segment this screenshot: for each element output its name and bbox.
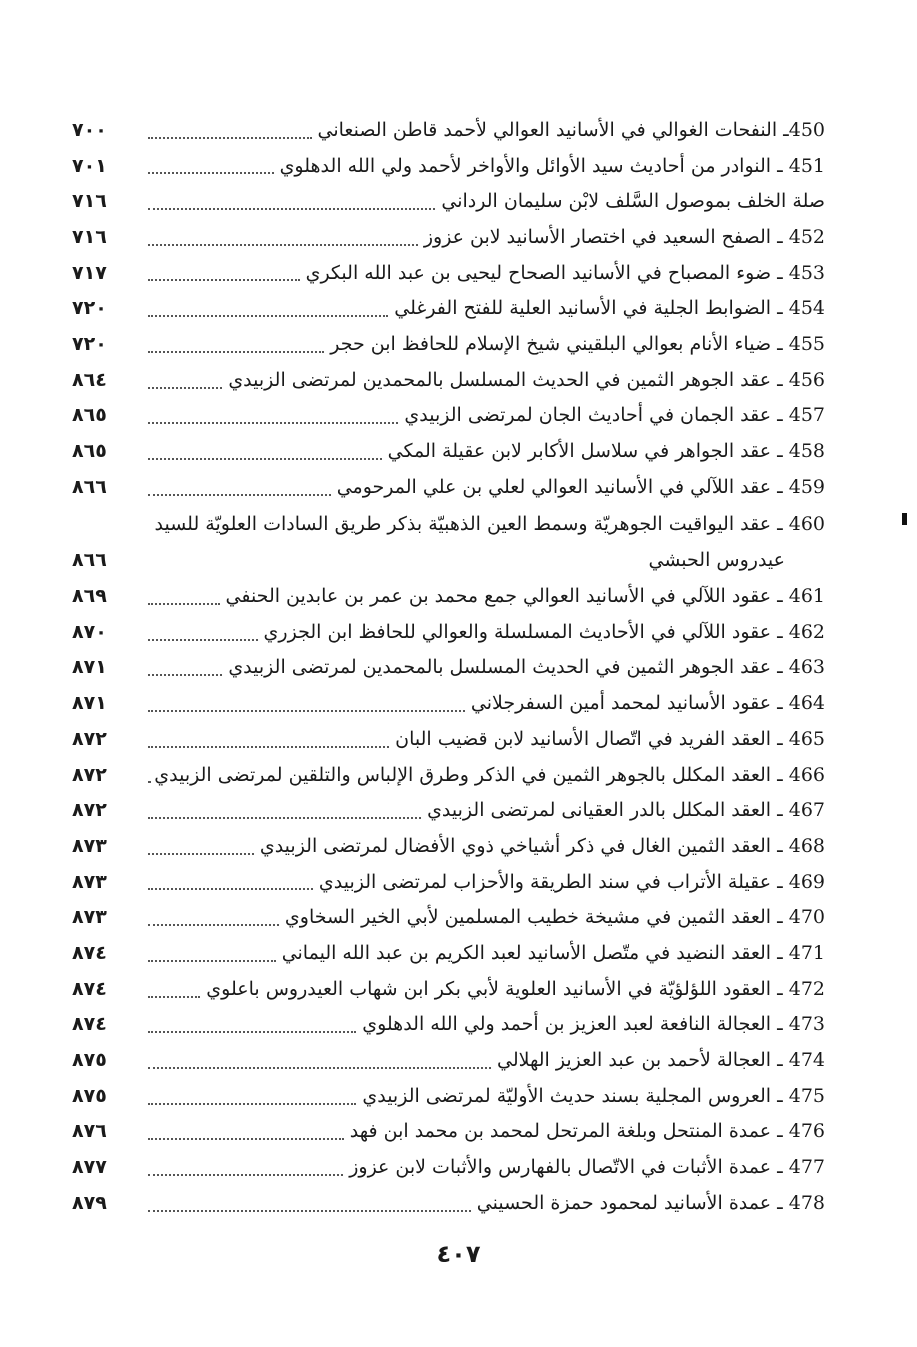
toc-entry	[72, 1078, 825, 1114]
entry-title: 456 ـ عقد الجوهر الثمين في الحديث المسلسل بالمحمدين لمرتضى الزبيدي	[228, 368, 825, 391]
entry-title: 469 ـ عقيلة الأتراب في سند الطريقة والأحزاب لمرتضى الزبيدي	[318, 870, 825, 893]
dot-leader	[148, 208, 435, 210]
entry-page-number: ٧٢٠	[72, 297, 107, 320]
dot-leader	[148, 924, 279, 926]
dot-leader	[148, 1174, 343, 1176]
entry-page-number: ٨٧٣	[72, 870, 107, 893]
dot-leader	[148, 817, 421, 819]
dot-leader	[148, 244, 418, 246]
entry-page-number: ٨٦٥	[72, 404, 107, 427]
entry-page-number: ٨٦٦	[72, 475, 107, 498]
dot-leader	[148, 674, 222, 676]
entry-title: 471 ـ العقد النضيد في متّصل الأسانيد لعبد الكريم بن عبد الله اليماني	[281, 941, 825, 964]
toc-entry	[72, 362, 825, 398]
entry-page-number: ٨٦٦	[72, 549, 107, 572]
entry-title: صلة الخلف بموصول السَّلف لابْن سليمان الرداني	[441, 190, 825, 213]
entry-title: 463 ـ عقد الجوهر الثمين في الحديث المسلسل بالمحمدين لمرتضى الزبيدي	[228, 656, 825, 679]
entry-title: 455 ـ ضياء الأنام بعوالي البلقيني شيخ الإسلام للحافظ ابن حجر	[330, 332, 825, 355]
entry-page-number: ٨٧٤	[72, 1013, 107, 1036]
entry-page-number: ٨٧١	[72, 656, 107, 679]
toc-entry	[72, 685, 825, 721]
entry-title: 464 ـ عقود الأسانيد لمحمد أمين السفرجلاني	[470, 692, 825, 715]
dot-leader	[148, 1067, 491, 1069]
entry-title: 476 ـ عمدة المنتحل وبلغة المرتحل لمحمد بن محمد ابن فهد	[349, 1120, 825, 1143]
dot-leader	[148, 710, 465, 712]
entry-page-number: ٨٧٢	[72, 727, 107, 750]
toc-entry	[72, 1042, 825, 1078]
entry-title: 475 ـ العروس المجلية بسند حديث الأوليّة لمرتضى الزبيدي	[362, 1084, 825, 1107]
dot-leader	[148, 422, 398, 424]
dot-leader	[148, 494, 331, 496]
entry-page-number: ٧٢٠	[72, 332, 107, 355]
entry-title: 453 ـ ضوء المصباح في الأسانيد الصحاح ليحيى بن عبد الله البكري	[305, 261, 825, 284]
dot-leader	[148, 1031, 356, 1033]
entry-title: 466 ـ العقد المكلل بالجوهر الثمين في الذكر وطرق الإلباس والتلقين لمرتضى الزبيدي	[154, 763, 825, 786]
entry-page-number: ٨٧٠	[72, 620, 107, 643]
entry-page-number: ٨٧٤	[72, 977, 107, 1000]
dot-leader	[148, 603, 220, 605]
toc-entry	[72, 255, 825, 291]
toc-entry	[72, 650, 825, 686]
toc-entry	[72, 935, 825, 971]
entry-page-number: ٨٧٣	[72, 906, 107, 929]
entry-title: 472 ـ العقود اللؤلؤيّة في الأسانيد العلوية لأبي بكر ابن شهاب العيدروس باعلوي	[206, 977, 825, 1000]
entry-title: 450ـ النفحات الغوالي في الأسانيد العوالي لأحمد قاطن الصنعاني	[317, 118, 825, 141]
entry-page-number: ٨٧٢	[72, 799, 107, 822]
dot-leader	[148, 1138, 344, 1140]
margin-mark	[902, 513, 907, 525]
entry-page-number: ٨٧٤	[72, 941, 107, 964]
dot-leader	[148, 137, 312, 139]
toc-entry	[72, 326, 825, 362]
toc-entry	[72, 505, 825, 579]
entry-title: 478 ـ عمدة الأسانيد لمحمود حمزة الحسيني	[476, 1191, 825, 1214]
entry-page-number: ٨٧٦	[72, 1120, 107, 1143]
toc-entry	[72, 971, 825, 1007]
entry-page-number: ٨٧٩	[72, 1191, 107, 1214]
toc-entry	[72, 398, 825, 434]
page-number: ٤٠٧	[436, 1240, 481, 1268]
dot-leader	[148, 996, 200, 998]
toc-entry	[72, 183, 825, 219]
dot-leader	[148, 960, 276, 962]
dot-leader	[148, 1210, 471, 1212]
entry-title: 468 ـ العقد الثمين الغال في ذكر أشياخي ذوي الأفضال لمرتضى الزبيدي	[259, 834, 825, 857]
dot-leader	[148, 1103, 356, 1105]
dot-leader	[148, 172, 274, 174]
dot-leader	[148, 853, 254, 855]
toc-entry	[72, 219, 825, 255]
entry-page-number: ٨٦٤	[72, 368, 107, 391]
entry-page-number: ٨٦٥	[72, 440, 107, 463]
entry-page-number: ٨٧٣	[72, 834, 107, 857]
toc-entry	[72, 828, 825, 864]
toc-entry	[72, 614, 825, 650]
dot-leader	[148, 458, 382, 460]
dot-leader	[148, 315, 388, 317]
toc-entry	[72, 721, 825, 757]
entry-title: 452 ـ الصفح السعيد في اختصار الأسانيد لابن عزوز	[423, 225, 825, 248]
entry-title: 465 ـ العقد الفريد في اتّصال الأسانيد لابن قضيب البان	[395, 727, 825, 750]
toc-entry	[72, 148, 825, 184]
entry-title: 459 ـ عقد اللآلي في الأسانيد العوالي لعلي بن علي المرحومي	[336, 475, 825, 498]
entry-page-number: ٧١٦	[72, 190, 107, 213]
toc-entry	[72, 433, 825, 469]
table-of-contents	[72, 112, 825, 1221]
entry-title: 458 ـ عقد الجواهر في سلاسل الأكابر لابن عقيلة المكي	[387, 440, 825, 463]
dot-leader	[148, 746, 389, 748]
entry-page-number: ٨٧٥	[72, 1084, 107, 1107]
entry-title: 474 ـ العجالة لأحمد بن عبد العزيز الهلالي	[497, 1049, 825, 1072]
entry-page-number: ٨٧١	[72, 692, 107, 715]
toc-entry	[72, 899, 825, 935]
toc-entry	[72, 290, 825, 326]
entry-page-number: ٧٠١	[72, 154, 107, 177]
entry-title: 460 ـ عقد اليواقيت الجوهريّة وسمط العين الذهبيّة بذكر طريق السادات العلويّة للسيد	[154, 512, 825, 535]
entry-title: 473 ـ العجالة النافعة لعبد العزيز بن أحمد ولي الله الدهلوي	[362, 1013, 825, 1036]
dot-leader	[148, 387, 222, 389]
dot-leader	[148, 351, 324, 353]
entry-page-number: ٨٧٧	[72, 1156, 107, 1179]
entry-page-number: ٧١٦	[72, 225, 107, 248]
toc-entry	[72, 1185, 825, 1221]
entry-page-number: ٨٧٢	[72, 763, 107, 786]
dot-leader	[148, 279, 300, 281]
entry-title: 451 ـ النوادر من أحاديث سيد الأوائل والأواخر لأحمد ولي الله الدهلوي	[279, 154, 825, 177]
entry-title: 454 ـ الضوابط الجلية في الأسانيد العلية للفتح الفرغلي	[394, 297, 825, 320]
toc-entry	[72, 757, 825, 793]
entry-title-continuation: عيدروس الحبشي	[648, 549, 785, 572]
entry-page-number: ٧١٧	[72, 261, 107, 284]
toc-entry	[72, 578, 825, 614]
toc-entry	[72, 864, 825, 900]
entry-title: 467 ـ العقد المكلل بالدر العقيانى لمرتضى الزبيدي	[427, 799, 825, 822]
toc-entry	[72, 1114, 825, 1150]
dot-leader	[148, 639, 258, 641]
entry-page-number: ٨٦٩	[72, 585, 107, 608]
dot-leader	[148, 888, 313, 890]
toc-entry	[72, 469, 825, 505]
toc-entry	[72, 1007, 825, 1043]
entry-title: 461 ـ عقود اللآلي في الأسانيد العوالي جمع محمد بن عمر بن عابدين الحنفي	[225, 585, 825, 608]
toc-entry	[72, 792, 825, 828]
toc-entry	[72, 112, 825, 148]
entry-page-number: ٧٠٠	[72, 118, 107, 141]
entry-page-number: ٨٧٥	[72, 1049, 107, 1072]
entry-title: 462 ـ عقود اللآلي في الأحاديث المسلسلة والعوالي للحافظ ابن الجزري	[263, 620, 825, 643]
toc-entry	[72, 1149, 825, 1185]
entry-title: 470 ـ العقد الثمين في مشيخة خطيب المسلمين لأبي الخير السخاوي	[284, 906, 825, 929]
entry-title: 457 ـ عقد الجمان في أحاديث الجان لمرتضى الزبيدي	[404, 404, 825, 427]
entry-title: 477 ـ عمدة الأثبات في الاتّصال بالفهارس والأثبات لابن عزوز	[349, 1156, 825, 1179]
